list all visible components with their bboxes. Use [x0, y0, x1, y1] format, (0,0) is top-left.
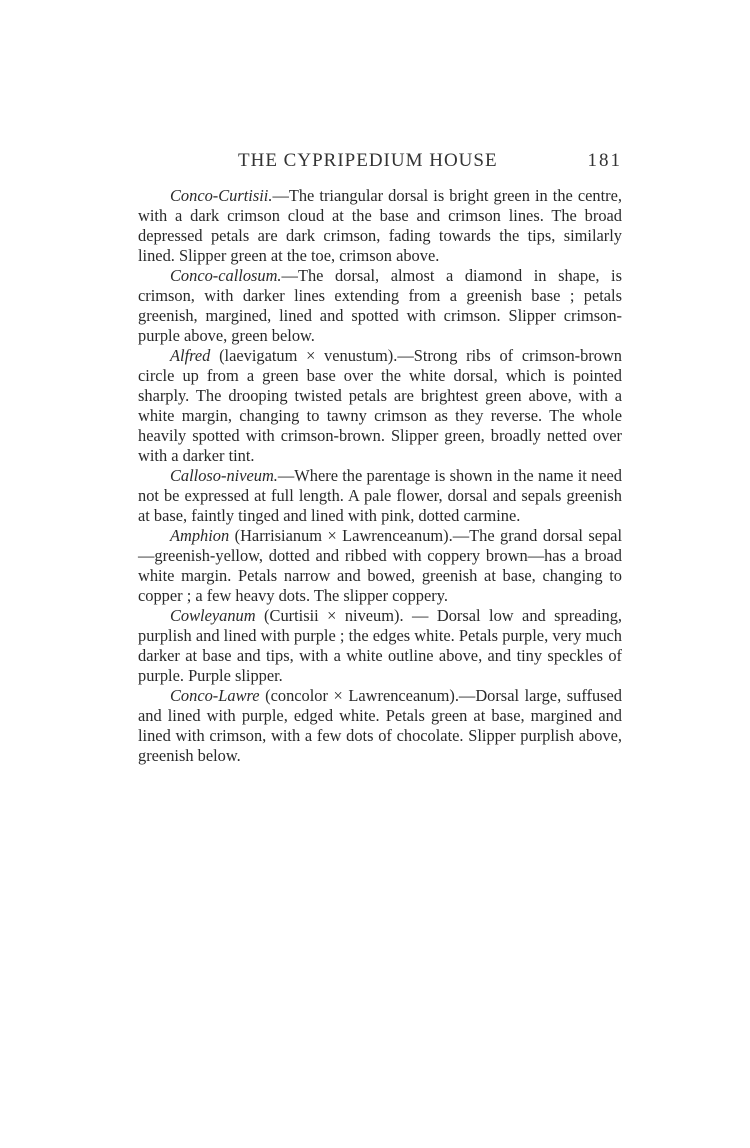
page-header — [138, 150, 622, 180]
entry-conco-callosum — [138, 266, 622, 346]
entry-amphion — [138, 526, 622, 606]
entry-name: Amphion — [170, 526, 230, 545]
entry-cowleyanum — [138, 606, 622, 686]
entry-description: (Curtisii × niveum). — Dorsal low and spreading, purplish and lined with purple ; the edges white. Petals purple, very much darker at base and tips, with a white outline above, and tiny speckles of purple. Purple slipper. — [138, 606, 622, 685]
entry-calloso-niveum — [138, 466, 622, 526]
entry-description: —Where the parentage is shown in the name it need not be expressed at full length. A pale flower, dorsal and sepals greenish at base, faintly tinged and lined with pink, dotted carmine. — [138, 466, 622, 525]
entry-alfred — [138, 346, 622, 466]
entry-name: Conco-Lawre — [170, 686, 260, 705]
entry-name: Alfred — [170, 346, 211, 365]
entry-description: (laevigatum × venustum).—Strong ribs of crimson-brown circle up from a green base over the white dorsal, which is pointed sharply. The drooping twisted petals are brightest green above, with a white margin, changing to tawny crimson as they reverse. The whole heavily spotted with crimson-brown. Slipper green, broadly netted over with a darker tint. — [138, 346, 622, 465]
entry-description: (Harrisianum × Lawrenceanum).—The grand dorsal sepal—greenish-yellow, dotted and ribbed with coppery brown—has a broad white margin. Petals narrow and bowed, greenish at base, changing to copper ; a few heavy dots. The slipper coppery. — [138, 526, 622, 605]
running-title: THE CYPRIPEDIUM HOUSE — [238, 150, 498, 171]
entry-conco-lawre — [138, 686, 622, 766]
entry-name: Calloso-niveum. — [170, 466, 278, 485]
entry-name: Conco-callosum. — [170, 266, 282, 285]
entry-description: —The dorsal, almost a diamond in shape, is crimson, with darker lines extending from a greenish base ; petals greenish, margined, lined and spotted with crimson. Slipper crimson-purple above, green below. — [138, 266, 622, 345]
entry-conco-curtisii — [138, 186, 622, 266]
entry-description: (concolor × Lawrenceanum).—Dorsal large, suffused and lined with purple, edged white. Petals green at base, margined and lined with crimson, with a few dots of chocolate. Slipper purplish above, greenish below. — [138, 686, 622, 765]
entry-description: —The triangular dorsal is bright green in the centre, with a dark crimson cloud at the base and crimson lines. The broad depressed petals are dark crimson, fading towards the tips, similarly lined. Slipper green at the toe, crimson above. — [138, 186, 622, 265]
entry-name: Conco-Curtisii. — [170, 186, 273, 205]
body-text — [138, 186, 622, 766]
entry-name: Cowleyanum — [170, 606, 256, 625]
page-number: 181 — [587, 150, 622, 171]
